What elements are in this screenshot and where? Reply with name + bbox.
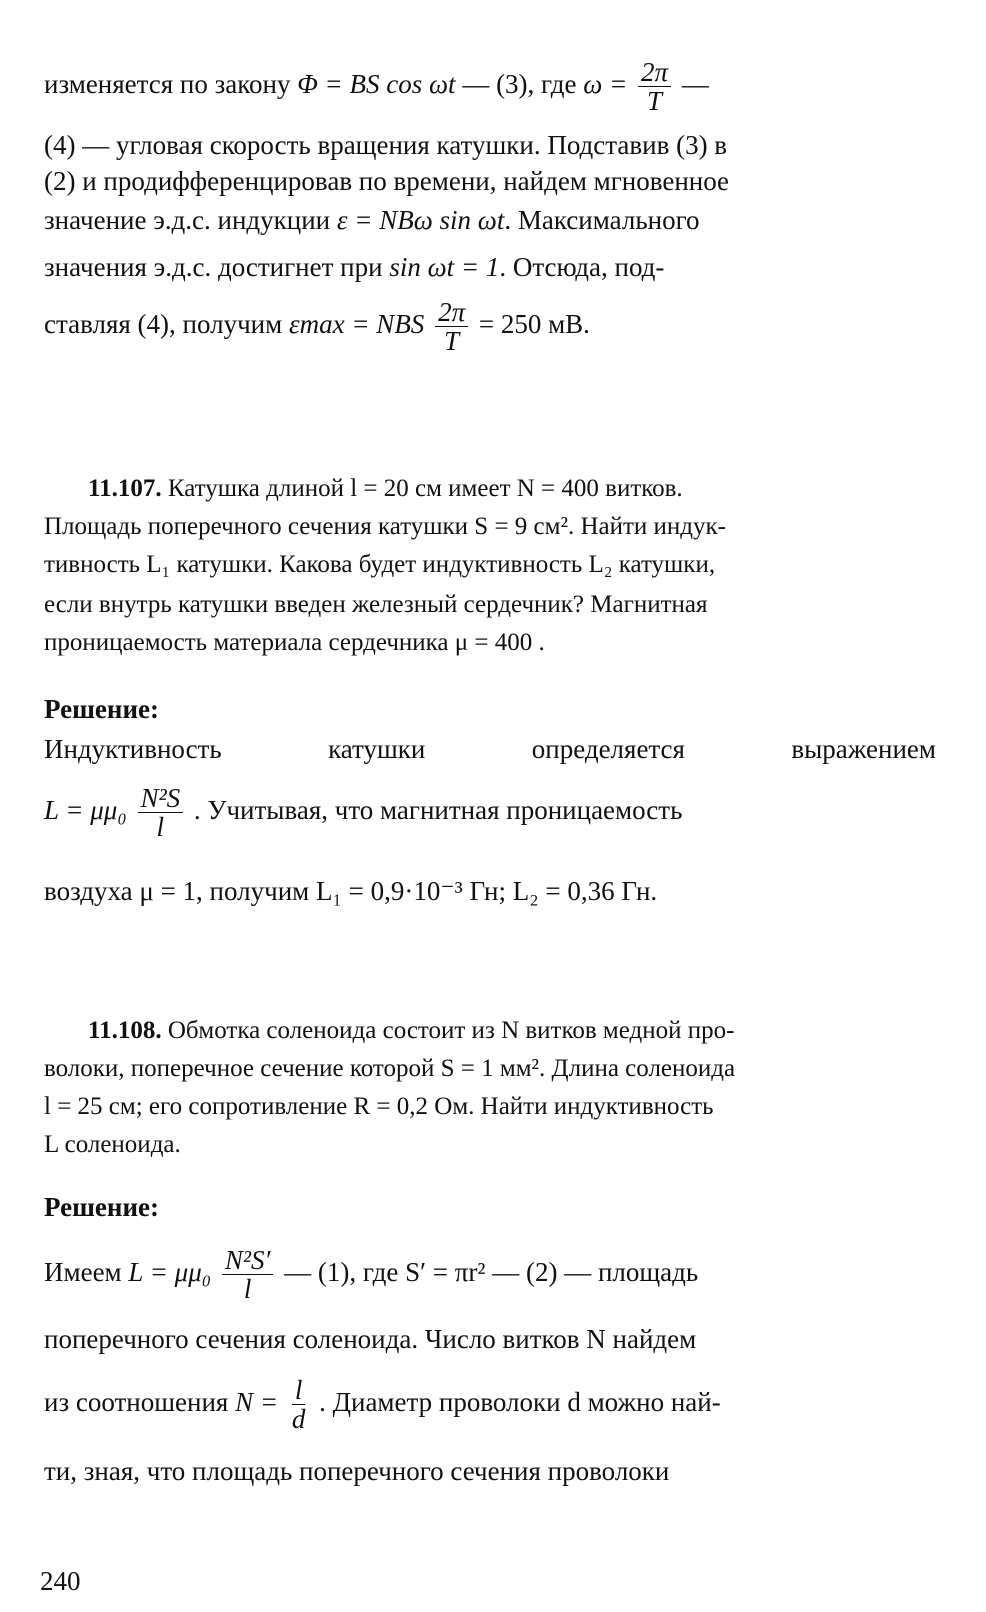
formula-line-emf: значение э.д.с. индукции ε = NBω sin ωt. Максимального [44, 205, 700, 235]
problem-108-line-1: 11.108. Обмотка соленоида состоит из N витков медной про- [88, 1017, 735, 1044]
problem-107-line-1: 11.107. Катушка длиной l = 20 см имеет N = 400 витков. [88, 475, 683, 502]
problem-107-line-2: Площадь поперечного сечения катушки S = 9 см². Найти индук- [44, 513, 726, 540]
problem-107-line-4: если внутрь катушки введен железный сердечник? Магнитная [44, 591, 708, 618]
problem-107-line-5: проницаемость материала сердечника μ = 400 . [44, 629, 545, 656]
formula-line-sin: значения э.д.с. достигнет при sin ωt = 1. Отсюда, под- [44, 252, 665, 282]
problem-number: 11.108. [88, 1017, 162, 1044]
problem-number: 11.107. [88, 475, 162, 502]
solution-heading: Решение: [44, 1192, 159, 1222]
fraction-2pi-over-T: $\frac{2\pi}{T}$ [638, 58, 671, 116]
fraction-N2S-over-l: $\frac{\text{N²S′}}{l}$ [222, 1246, 274, 1304]
text-line: (2) и продифференцировав по времени, найдем мгновенное [44, 166, 730, 196]
solution-108-line-2: поперечного сечения соленоида. Число витков N найдем [44, 1324, 697, 1354]
page-number: 240 [40, 1566, 81, 1596]
problem-107-line-3: тивность L₁ катушки. Какова будет индуктивность L₂ катушки, [44, 551, 716, 578]
fraction-l-over-d: $\frac{l}{d}$ [291, 1375, 306, 1435]
solution-107-line-3: воздуха μ = 1, получим L₁ = 0,9·10⁻³ Гн; L₂ = 0,36 Гн. [44, 876, 658, 906]
solution-heading: Решение: [44, 694, 159, 724]
solution-107-formula: L = μμ₀ $\frac{\text{N²S}}{l}$ . Учитывая, что магнитная проницаемость [44, 783, 683, 843]
formula-line-flux: изменяется по закону Φ = BS cos ωt — (3), где ω = $\frac{2\pi}{T}$ — [44, 57, 709, 117]
solution-107-line-1: Индуктивность катушки определяется выражением [44, 734, 936, 764]
text-line: (4) — угловая скорость вращения катушки. Подставив (3) в [44, 130, 728, 160]
problem-108-line-2: волоки, поперечное сечение которой S = 1 мм². Длина соленоида [44, 1055, 736, 1082]
solution-108-formula-N: из соотношения N = $\frac{l}{d}$ . Диаметр проволоки d можно най- [44, 1375, 721, 1435]
formula-line-emax: ставляя (4), получим εmax = NBS $\frac{2\pi}{T}$ = 250 мВ. [44, 297, 590, 357]
problem-108-line-3: l = 25 см; его сопротивление R = 0,2 Ом. Найти индуктивность [44, 1093, 714, 1120]
fraction-2pi-over-T: $\frac{2\pi}{T}$ [435, 298, 468, 356]
solution-108-formula: Имеем L = μμ₀ $\frac{\text{N²S′}}{l}$ — (1), где S′ = πr² — (2) — площадь [44, 1245, 699, 1305]
fraction-N2S-over-l: $\frac{\text{N²S}}{l}$ [138, 784, 184, 842]
problem-108-line-4: L соленоида. [44, 1131, 181, 1158]
solution-108-line-4: ти, зная, что площадь поперечного сечения проволоки [44, 1456, 670, 1486]
